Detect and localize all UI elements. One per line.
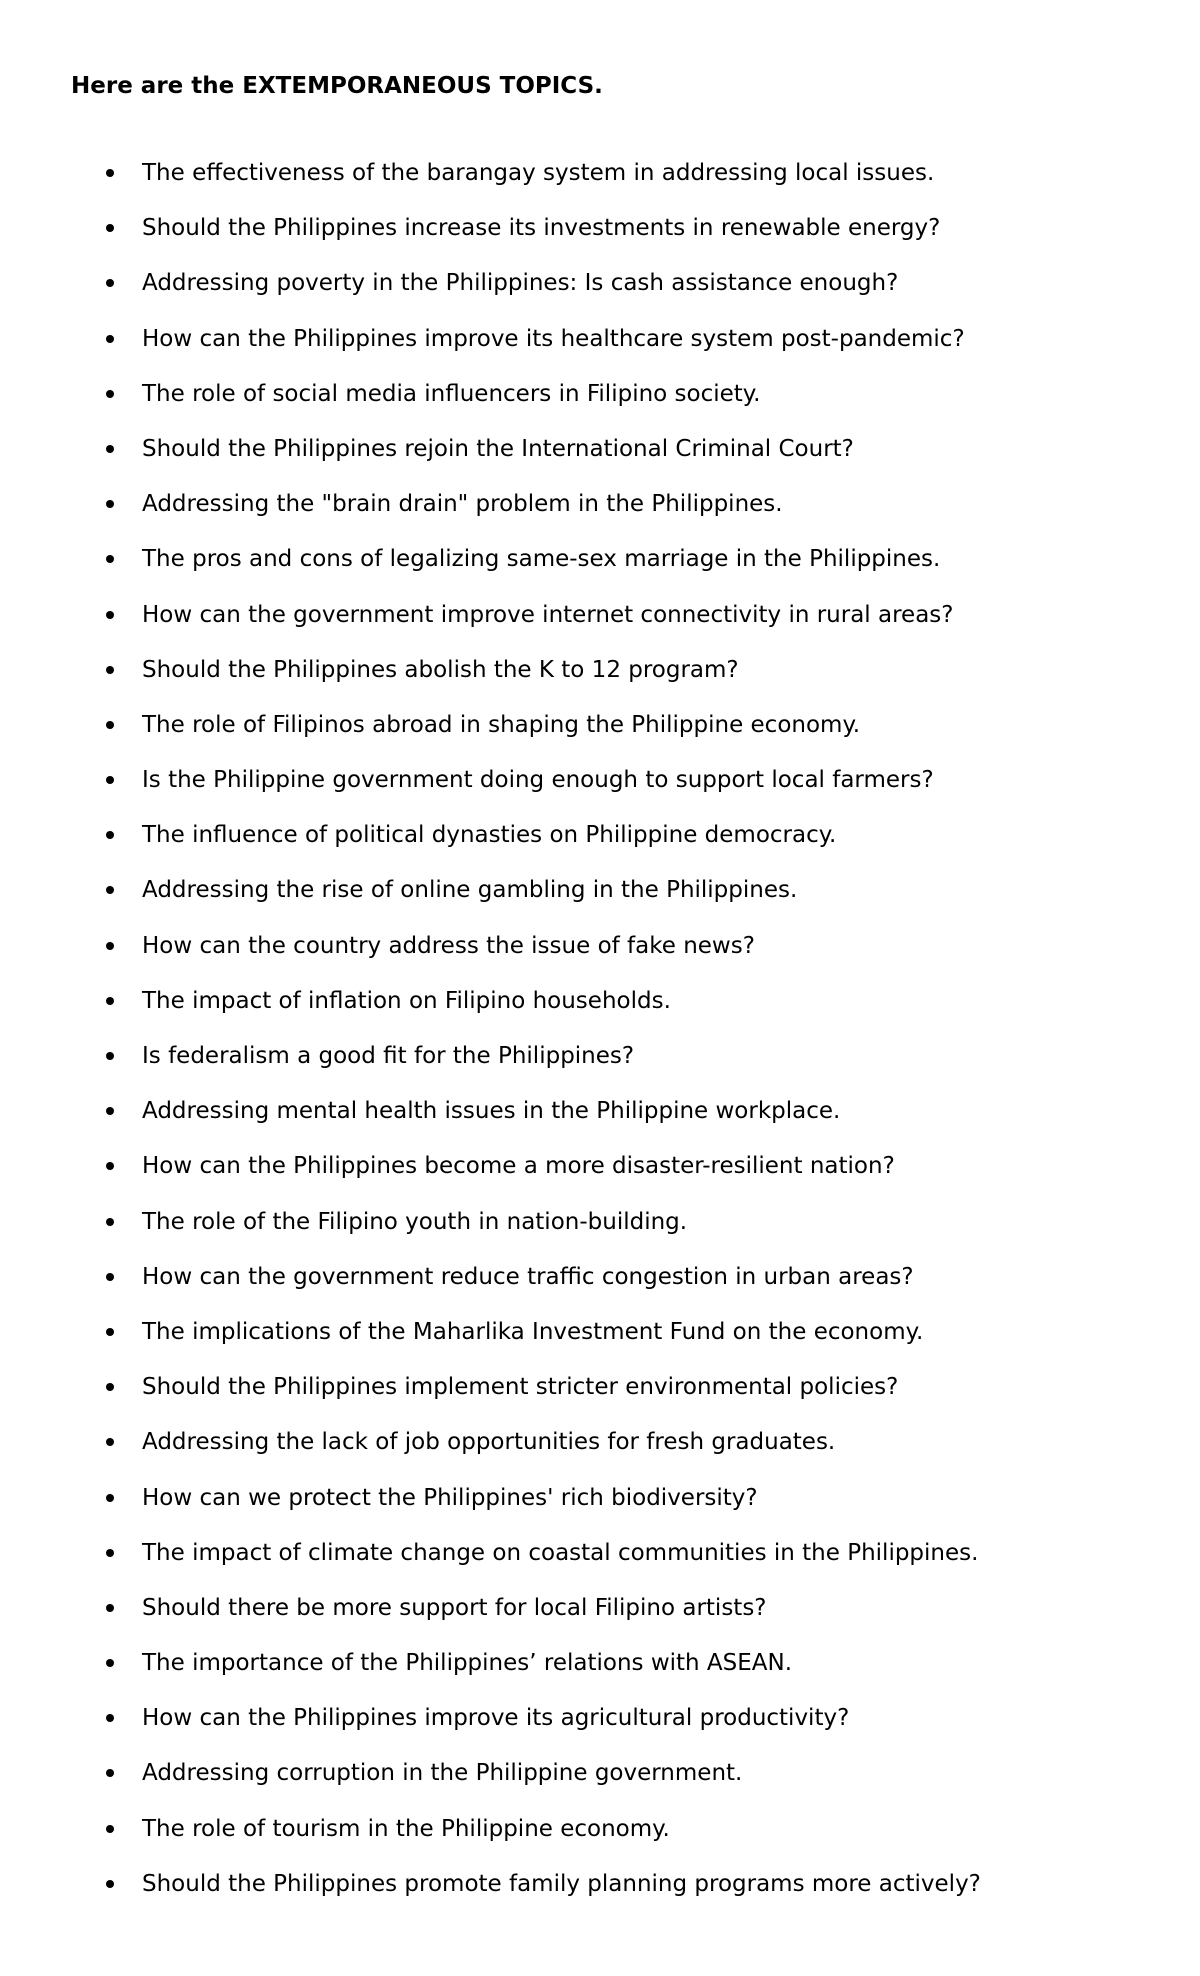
bullet-icon <box>106 1273 114 1281</box>
topic-item <box>0 600 981 655</box>
topic-text: How can the country address the issue of fake news? <box>142 932 755 959</box>
bullet-icon <box>106 1218 114 1226</box>
bullet-icon <box>106 224 114 232</box>
topic-item <box>0 544 981 599</box>
topic-item <box>0 158 981 213</box>
bullet-icon <box>106 1825 114 1833</box>
bullet-icon <box>106 1880 114 1888</box>
bullet-icon <box>106 335 114 343</box>
topic-item <box>0 1262 981 1317</box>
topic-item <box>0 268 981 323</box>
topic-text: Is federalism a good fit for the Philippines? <box>142 1043 635 1069</box>
topic-list <box>0 158 981 1924</box>
topic-item <box>0 765 981 820</box>
bullet-icon <box>106 611 114 619</box>
topic-item <box>0 1703 981 1758</box>
topic-item <box>0 1758 981 1813</box>
bullet-icon <box>106 1769 114 1777</box>
bullet-icon <box>106 1714 114 1722</box>
topic-text: Addressing corruption in the Philippine government. <box>142 1760 743 1787</box>
topic-text: Should the Philippines rejoin the International Criminal Court? <box>142 435 854 462</box>
topic-text: How can we protect the Philippines' rich biodiversity? <box>142 1484 758 1511</box>
topic-text: How can the Philippines improve its agricultural productivity? <box>142 1705 850 1732</box>
bullet-icon <box>106 1549 114 1557</box>
topic-item <box>0 1427 981 1482</box>
bullet-icon <box>106 390 114 398</box>
topic-text: The role of the Filipino youth in nation-building. <box>142 1208 688 1235</box>
topic-item <box>0 1648 981 1703</box>
bullet-icon <box>106 1162 114 1170</box>
topic-item <box>0 1207 981 1262</box>
bullet-icon <box>106 1328 114 1336</box>
bullet-icon <box>106 279 114 287</box>
bullet-icon <box>106 886 114 894</box>
topic-text: Should the Philippines increase its investments in renewable energy? <box>142 215 941 242</box>
topic-item <box>0 1096 981 1151</box>
topic-text: Addressing the lack of job opportunities for fresh graduates. <box>142 1429 836 1456</box>
bullet-icon <box>106 1438 114 1446</box>
topic-item <box>0 1041 981 1096</box>
topic-item <box>0 1372 981 1427</box>
topic-item <box>0 986 981 1041</box>
topic-text: The pros and cons of legalizing same-sex marriage in the Philippines. <box>142 546 941 573</box>
topic-text: The role of social media influencers in Filipino society. <box>142 380 761 407</box>
topic-item <box>0 1483 981 1538</box>
topic-item <box>0 875 981 930</box>
topic-item <box>0 1538 981 1593</box>
topic-item <box>0 379 981 434</box>
topic-item <box>0 820 981 875</box>
topic-text: How can the government reduce traffic congestion in urban areas? <box>142 1263 914 1290</box>
topic-item <box>0 931 981 986</box>
topic-item <box>0 434 981 489</box>
bullet-icon <box>106 997 114 1005</box>
document-heading: Here are the EXTEMPORANEOUS TOPICS. <box>71 73 603 99</box>
topic-item <box>0 1151 981 1206</box>
topic-text: Should the Philippines abolish the K to 12 program? <box>142 656 739 683</box>
topic-item <box>0 1869 981 1924</box>
topic-item <box>0 1593 981 1648</box>
topic-item <box>0 324 981 379</box>
bullet-icon <box>106 666 114 674</box>
topic-text: The role of tourism in the Philippine economy. <box>142 1815 670 1842</box>
topic-text: Addressing the "brain drain" problem in the Philippines. <box>142 491 783 518</box>
bullet-icon <box>106 1659 114 1667</box>
topic-text: The impact of climate change on coastal communities in the Philippines. <box>142 1539 979 1566</box>
topic-item <box>0 489 981 544</box>
topic-text: Addressing poverty in the Philippines: Is cash assistance enough? <box>142 270 899 297</box>
topic-text: Should the Philippines promote family planning programs more actively? <box>142 1870 981 1897</box>
bullet-icon <box>106 500 114 508</box>
topic-item <box>0 710 981 765</box>
topic-text: The importance of the Philippines’ relations with ASEAN. <box>142 1650 793 1677</box>
topic-text: How can the government improve internet connectivity in rural areas? <box>142 601 954 628</box>
bullet-icon <box>106 1604 114 1612</box>
topic-item <box>0 655 981 710</box>
topic-text: Should there be more support for local Filipino artists? <box>142 1594 767 1621</box>
bullet-icon <box>106 721 114 729</box>
bullet-icon <box>106 169 114 177</box>
topic-text: How can the Philippines improve its healthcare system post-pandemic? <box>142 325 965 352</box>
topic-text: The effectiveness of the barangay system in addressing local issues. <box>142 160 935 186</box>
topic-text: The impact of inflation on Filipino households. <box>142 987 671 1014</box>
bullet-icon <box>106 942 114 950</box>
bullet-icon <box>106 445 114 453</box>
topic-text: Addressing the rise of online gambling in the Philippines. <box>142 877 798 904</box>
bullet-icon <box>106 1383 114 1391</box>
topic-text: The role of Filipinos abroad in shaping the Philippine economy. <box>142 711 861 738</box>
topic-text: Addressing mental health issues in the Philippine workplace. <box>142 1098 841 1125</box>
bullet-icon <box>106 1052 114 1060</box>
bullet-icon <box>106 1107 114 1115</box>
bullet-icon <box>106 1494 114 1502</box>
bullet-icon <box>106 555 114 563</box>
topic-item <box>0 1814 981 1869</box>
topic-text: The influence of political dynasties on Philippine democracy. <box>142 822 837 849</box>
topic-text: Should the Philippines implement stricter environmental policies? <box>142 1374 899 1401</box>
topic-text: Is the Philippine government doing enough to support local farmers? <box>142 767 934 794</box>
topic-text: The implications of the Maharlika Investment Fund on the economy. <box>142 1318 924 1345</box>
bullet-icon <box>106 831 114 839</box>
topic-item <box>0 1317 981 1372</box>
bullet-icon <box>106 776 114 784</box>
topic-text: How can the Philippines become a more disaster-resilient nation? <box>142 1153 895 1180</box>
topic-item <box>0 213 981 268</box>
